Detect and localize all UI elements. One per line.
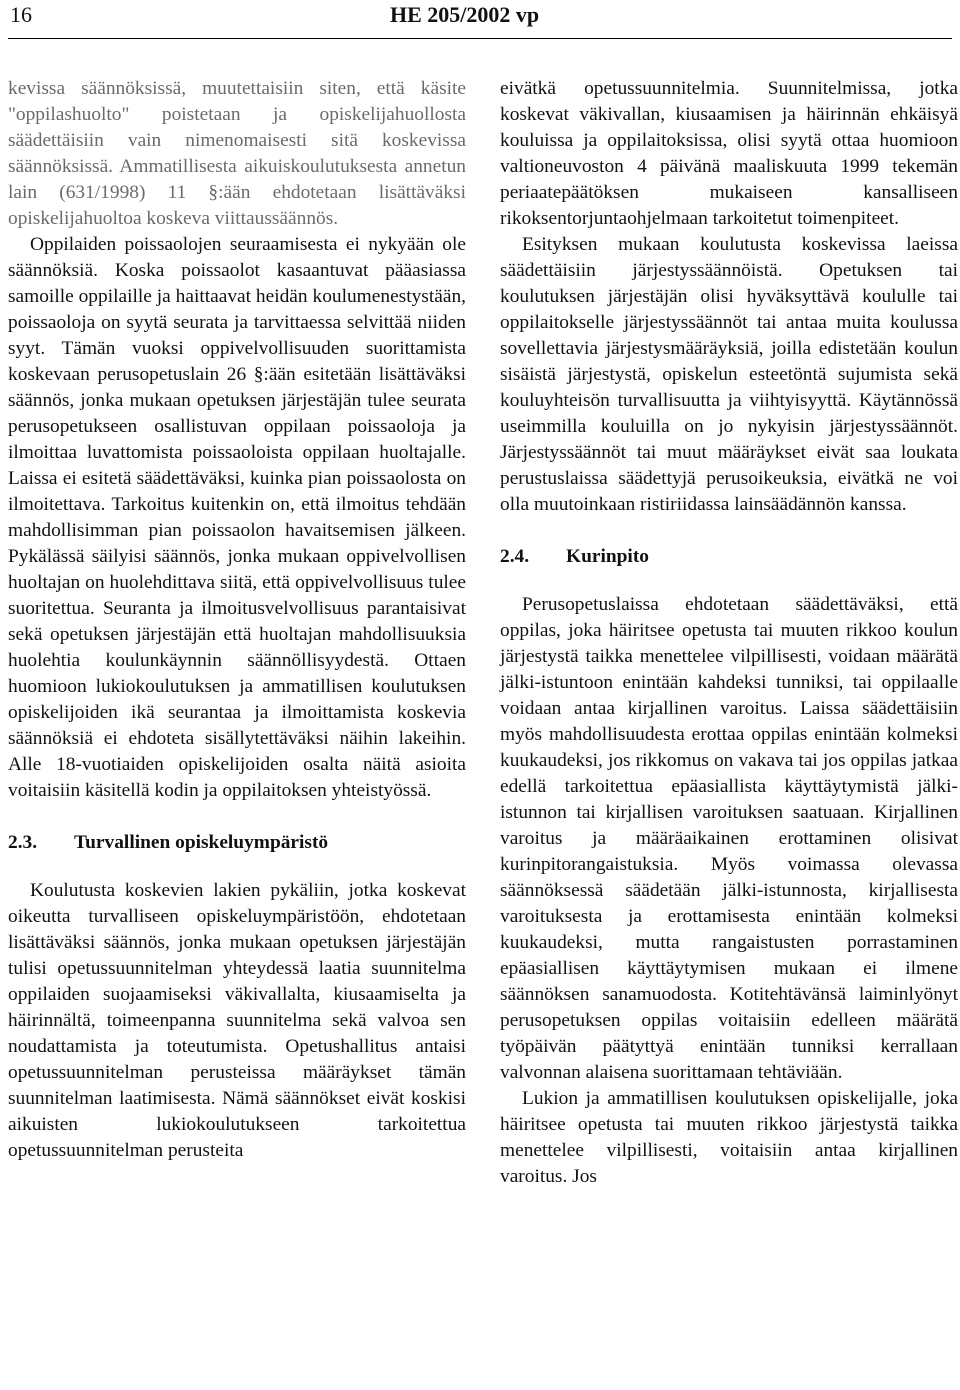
paragraph: Koulutusta koskevien lakien pykäliin, jotka koskevat oikeutta turvalliseen opiskeluympäristöön, ehdotetaan lisättäväksi säännös, jonka mukaan opetuksen järjestäjän tulisi opetussuunnitelman yhteydessä laatia suunnitelma oppilaiden suojaamiseksi väkivallalta, kiusaamiselta ja häirinnältä, toimeenpanna suunnitelma sekä valvoa sen noudattamista ja toteutumista. Opetushallitus antaisi opetussuunnitelman perusteissa määräykset tämän suunnitelman laatimisesta. Nämä säännökset eivät koskisi aikuisten lukiokoulutukseen tarkoitettua opetussuunnitelman perusteita xyxy=(8,880,466,1161)
section-heading xyxy=(8,830,466,856)
paragraph: Esityksen mukaan koulutusta koskevissa laeissa säädettäisiin järjestyssäännöistä. Opetuksen tai koulutuksen järjestäjän olisi hyväksyttävä koululle tai oppilaitokselle järjestyssäännöt tai antaa muita koulussa sovellettavia järjestysmääräyksiä, joilla edistetään koulun sisäistä järjestystä, opiskelun esteetöntä sujumista sekä kouluyhteisön turvallisuutta ja viihtyisyyttä. Käytännössä useimmilla kouluilla on jo nykyisin järjestyssäännöt. Järjestyssäännöt tai muut määräykset eivät saa loukata perustuslaissa säädettyjä perusoikeuksia, eivätkä ne voi olla muutoinkaan ristiriidassa lainsäädännön kanssa. xyxy=(500,234,958,515)
section-number: 2.4. xyxy=(500,546,530,567)
section-title: Turvallinen opiskeluympäristö xyxy=(74,832,329,853)
header-rule xyxy=(8,38,952,39)
paragraph: Lukion ja ammatillisen koulutuksen opiskelijalle, joka häiritsee opetusta tai muuten rikkoo järjestystä taikka menettelee vilpillisesti, voitaisiin antaa kirjallinen varoitus. Jos xyxy=(500,1088,958,1187)
left-column xyxy=(8,76,466,1164)
page-header xyxy=(0,0,960,30)
section-heading xyxy=(500,544,958,570)
paragraph xyxy=(8,232,466,804)
paragraph: eivätkä opetussuunnitelmia. Suunnitelmissa, jotka koskevat väkivallan, kiusaamisen ja häirinnän ehkäisyä kouluissa ja oppilaitoksissa, olisi syytä ottaa huomioon valtioneuvoston 4 päivänä maaliskuuta 1999 tekemän periaatepäätöksen mukaiseen kansalliseen rikoksentorjuntaohjelmaan tarkoitetut toimenpiteet. xyxy=(500,78,958,229)
right-column xyxy=(500,76,958,1190)
paragraph-lead: Oppilaiden poissaolojen seuraamisesta ei nykyään ole säännöksiä. xyxy=(8,234,466,281)
page-number: 16 xyxy=(10,2,32,27)
document-id: HE 205/2002 vp xyxy=(390,2,540,27)
paragraph: kevissa säännöksissä, muutettaisiin siten, että käsite "oppilashuolto" poistetaan ja opiskelijahuollosta säädettäisiin vain nimenomaisesti sitä koskevissa säännöksissä. Ammatillisesta aikuiskoulutuksesta annetun lain (631/1998) 11 §:ään ehdotetaan lisättäväksi opiskelijahuoltoa koskeva viittaussäännös. xyxy=(8,78,466,229)
section-title: Kurinpito xyxy=(566,546,649,567)
paragraph-body: Koska poissaolot kasaantuvat pääasiassa samoille oppilaille ja haittaavat heidän koulumenestystään, poissaoloja on syytä seurata ja tarvittaessa selvittää niiden syyt. Tämän vuoksi oppivelvollisuuden suorittamista koskevaan perusopetuslain 26 §:ään esitetään lisättäväksi säännös, jonka mukaan opetuksen järjestäjän tulee seurata perusopetukseen osallistuvan oppilaan poissaoloja ja ilmoittaa luvattomista poissaoloista oppilaan huoltajalle. Laissa ei esitetä säädettäväksi, kuinka pian poissaolosta on ilmoitettava. Tarkoitus kuitenkin on, että ilmoitus tehdään mahdollisimman pian poissaolon havaitsemisen jälkeen. Pykälässä säilyisi säännös, jonka mukaan oppivelvollisen huoltajan on huolehdittava siitä, että oppivelvollisuus tulee suoritettua. Seuranta ja ilmoitusvelvollisuus parantaisivat sekä opetuksen järjestäjän että huoltajan mahdollisuuksia huolehtia koulunkäynnin säännöllisyydestä. Ottaen huomioon lukiokoulutuksen ja ammatillisen koulutuksen opiskelijoiden ikä seurantaa ja ilmoittamista koskevia säännöksiä ei ehdoteta sisällytettäväksi näihin lakeihin. Alle 18-vuotiaiden opiskelijoiden osalta näitä asioita voitaisiin käsitellä kodin ja oppilaitoksen yhteistyössä. xyxy=(8,260,466,801)
paragraph: Perusopetuslaissa ehdotetaan säädettäväksi, että oppilas, joka häiritsee opetusta tai muuten rikkoo koulun järjestystä taikka menettelee vilpillisesti, voidaan määrätä jälki-istuntoon enintään kahdeksi tunniksi, tai oppilaalle voidaan antaa kirjallinen varoitus. Laissa säädettäisiin myös mahdollisuudesta erottaa oppilas enintään kolmeksi kuukaudeksi, jos rikkomus on vakava tai jos oppilas jatkaa edellä tarkoitettua epäasiallista käyttäytymistä jälki-istunnon tai kirjallisen varoituksen saatuaan. Kirjallinen varoitus ja määräaikainen erottaminen olisivat kurinpitorangaistuksia. Myös voimassa olevassa säännöksessä säädetään jälki-istunnosta, kirjallisesta varoituksesta ja erottamisesta enintään kolmeksi kuukaudeksi, mutta rangaistusten porrastaminen epäasiallisen käyttäytymisen mukaan ei ilmene säännöksen sanamuodosta. Kotitehtävänsä laiminlyönyt perusopetuksen oppilas voitaisiin edelleen määrätä työpäivän päätyttyä enintään tunniksi kerrallaan valvonnan alaisena suorittamaan tehtäviään. xyxy=(500,594,958,1083)
section-number: 2.3. xyxy=(8,832,38,853)
